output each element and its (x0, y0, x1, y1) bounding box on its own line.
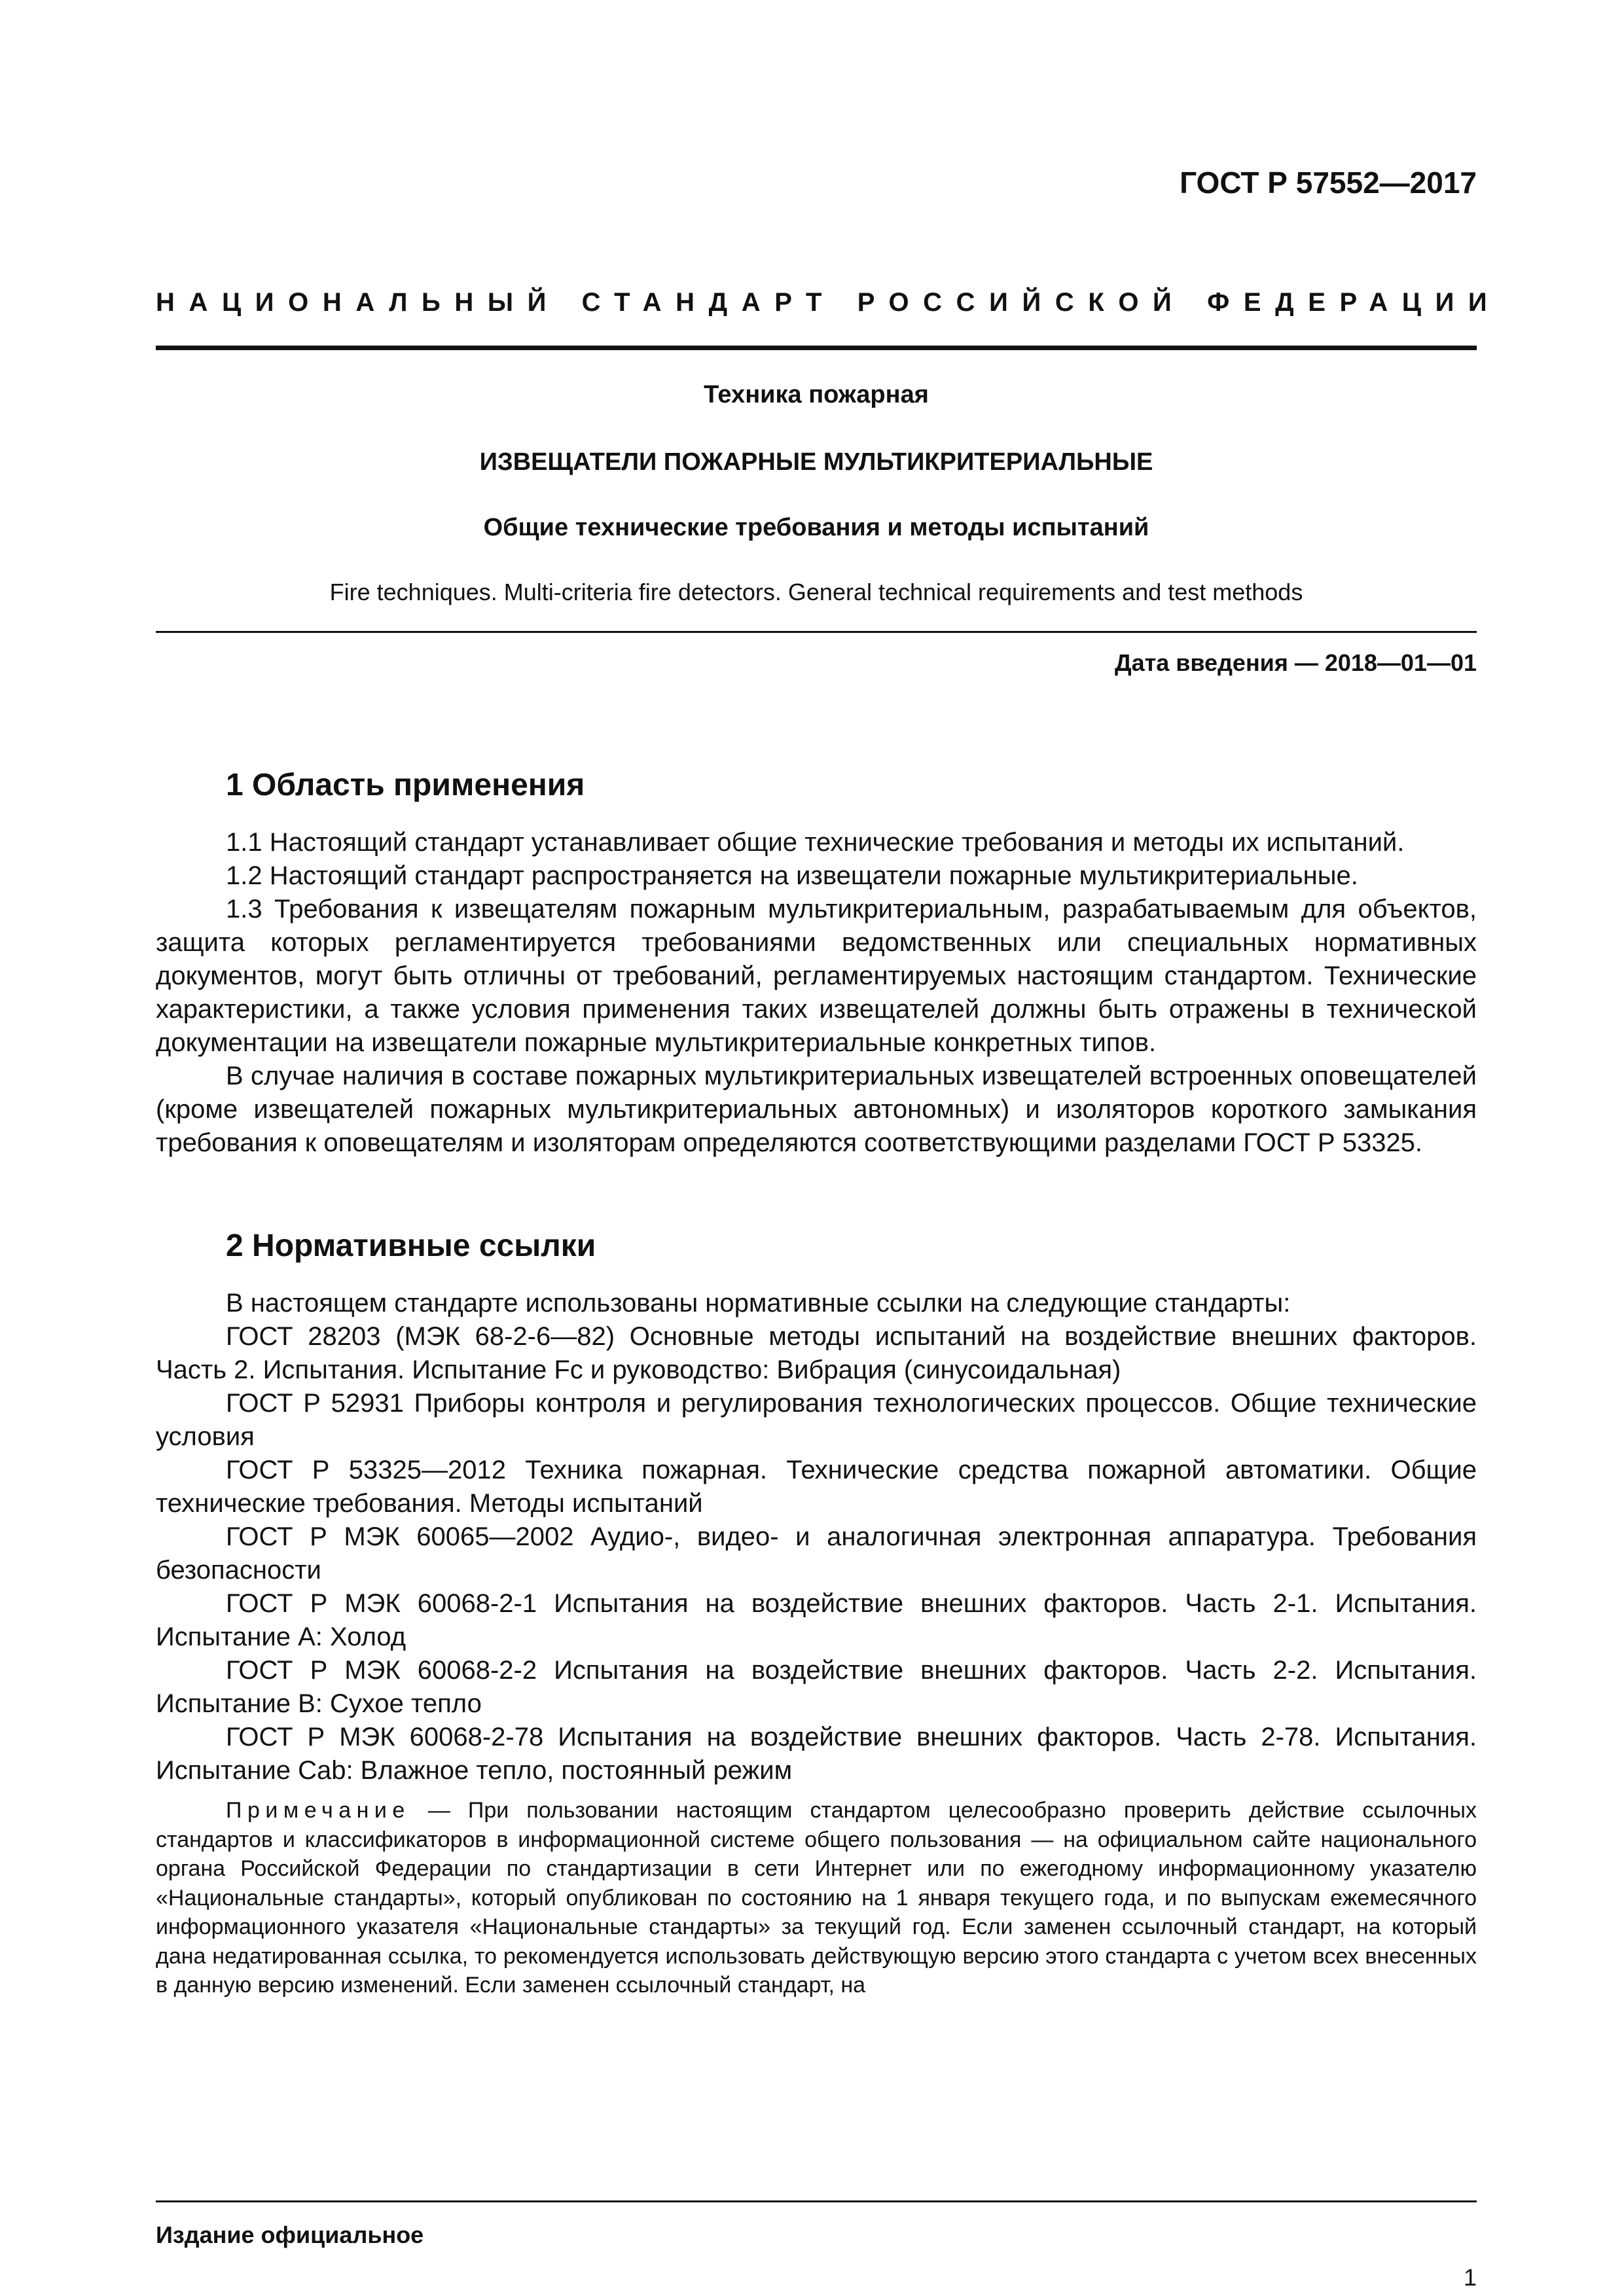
title-main: ИЗВЕЩАТЕЛИ ПОЖАРНЫЕ МУЛЬТИКРИТЕРИАЛЬНЫЕ (479, 448, 1153, 476)
section-2-heading: 2 Нормативные ссылки (226, 1229, 596, 1263)
paragraph-1-3: 1.3 Требования к извещателям пожарным мультикритериальным, разрабатываемым для объектов, защита которых регламентируется требованиями ведомственных или специальных нормативных документов, могут быть отличны от требований, регламентируемых настоящим стандартом. Технические характеристики, а также условия применения таких извещателей должны быть отражены в технической документации на извещатели пожарные мультикритериальные конкретных типов. (156, 895, 1477, 1057)
paragraph-1-4: В случае наличия в составе пожарных мультикритериальных извещателей встроенных оповещателей (кроме извещателей пожарных мультикритериальных автономных) и изоляторов короткого замыкания требования к оповещателям и изоляторам определяются соответствующими разделами ГОСТ Р 53325. (156, 1062, 1477, 1157)
reference-item: ГОСТ Р 53325—2012 Техника пожарная. Технические средства пожарной автоматики. Общие технические требования. Методы испытаний (156, 1456, 1477, 1518)
introduction-date: Дата введения — 2018—01—01 (1114, 649, 1477, 676)
paragraph-1-1: 1.1 Настоящий стандарт устанавливает общие технические требования и методы их испытаний. (226, 828, 1405, 857)
reference-item: ГОСТ Р МЭК 60068-2-1 Испытания на воздействие внешних факторов. Часть 2-1. Испытания. Испытание А: Холод (156, 1589, 1477, 1651)
title-rule (156, 631, 1477, 633)
footer-rule (156, 2200, 1477, 2202)
title-subtitle: Общие технические требования и методы испытаний (483, 514, 1149, 541)
reference-item: ГОСТ Р МЭК 60068-2-2 Испытания на воздействие внешних факторов. Часть 2-2. Испытания. Испытание В: Сухое тепло (156, 1656, 1477, 1718)
note-label: Примечание (226, 1798, 410, 1823)
reference-item: ГОСТ 28203 (МЭК 68-2-6—82) Основные методы испытаний на воздействие внешних факторов. Часть 2. Испытания. Испытание Fc и руководство: Вибрация (синусоидальная) (156, 1322, 1477, 1384)
reference-item: ГОСТ Р 52931 Приборы контроля и регулирования технологических процессов. Общие технические условия (156, 1389, 1477, 1451)
header-rule (156, 346, 1477, 350)
page-number: 1 (1463, 2264, 1477, 2291)
section-1-heading: 1 Область применения (226, 768, 585, 802)
section-1-body (156, 826, 1477, 1160)
reference-item: ГОСТ Р МЭК 60065—2002 Аудио-, видео- и аналогичная электронная аппаратура. Требования безопасности (156, 1522, 1477, 1585)
section-2-body (156, 1287, 1477, 1787)
note-text: — При пользовании настоящим стандартом целесообразно проверить действие ссылочных стандартов и классификаторов в информационной системе общего пользования — на официальном сайте национального органа Российской Федерации по стандартизации в сети Интернет или по ежегодному информационному указателю «Национальные стандарты», который опубликован по состоянию на 1 января текущего года, и по выпускам ежемесячного информационного указателя «Национальные стандарты» за текущий год. Если заменен ссылочный стандарт, на который дана недатированная ссылка, то рекомендуется использовать действующую версию этого стандарта с учетом всех внесенных в данную версию изменений. Если заменен ссылочный стандарт, на (156, 1798, 1477, 1998)
title-category: Техника пожарная (704, 381, 929, 408)
national-standard-banner: НАЦИОНАЛЬНЫЙ СТАНДАРТ РОССИЙСКОЙ ФЕДЕРАЦИИ (156, 288, 1502, 317)
references-intro: В настоящем стандарте использованы нормативные ссылки на следующие стандарты: (226, 1289, 1291, 1318)
document-number: ГОСТ Р 57552—2017 (1180, 166, 1477, 200)
title-english: Fire techniques. Multi-criteria fire detectors. General technical requirements and test methods (329, 579, 1303, 605)
reference-item: ГОСТ Р МЭК 60068-2-78 Испытания на воздействие внешних факторов. Часть 2-78. Испытания. Испытание Cab: Влажное тепло, постоянный режим (156, 1723, 1477, 1785)
note-block (156, 1796, 1477, 2000)
paragraph-1-2: 1.2 Настоящий стандарт распространяется на извещатели пожарные мультикритериальные. (226, 861, 1358, 890)
official-edition-label: Издание официальное (156, 2221, 424, 2248)
